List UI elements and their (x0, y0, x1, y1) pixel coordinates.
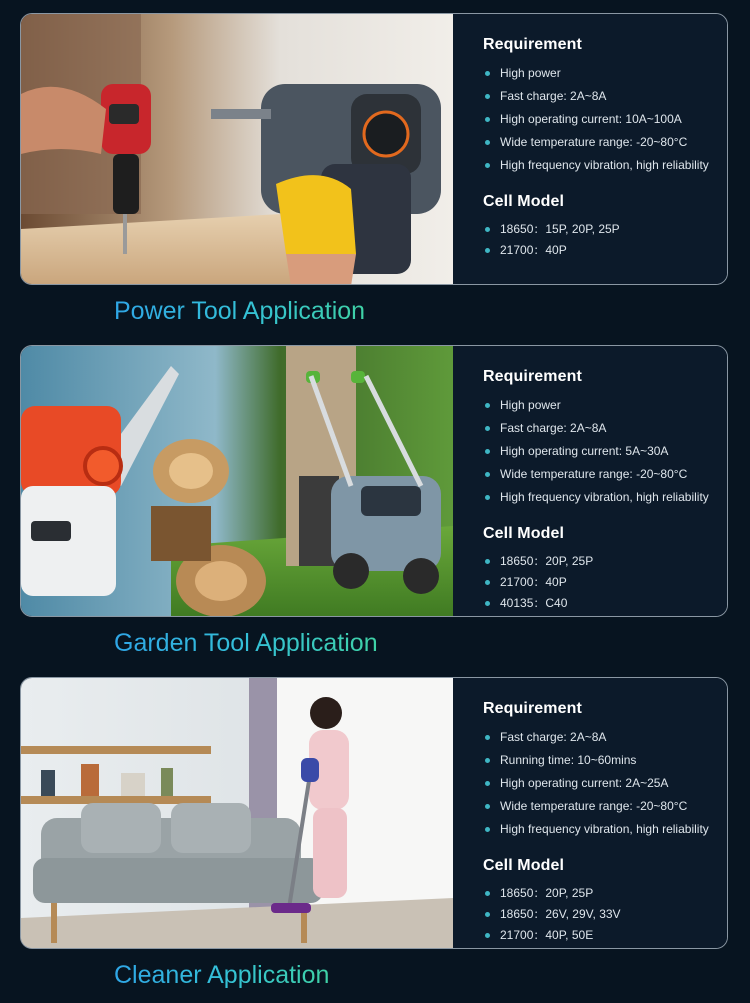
cleaner-info (453, 678, 728, 948)
requirement-item: High operating current: 5A~30A (483, 440, 728, 463)
power-tool-card (20, 13, 728, 285)
cell-model-list (483, 219, 728, 261)
requirement-item: Fast charge: 2A~8A (483, 417, 728, 440)
cleaner-card (20, 677, 728, 949)
cell-model-item: 21700：40P (483, 572, 728, 593)
requirement-item: Wide temperature range: -20~80°C (483, 463, 728, 486)
cell-model-item: 18650：20P, 25P (483, 551, 728, 572)
requirement-item: Running time: 10~60mins (483, 749, 728, 772)
cell-model-item: 18650：26V, 29V, 33V (483, 904, 728, 925)
cleaner-title: Cleaner Application (114, 961, 330, 989)
requirement-item: High operating current: 10A~100A (483, 108, 728, 131)
cell-model-heading: Cell Model (483, 525, 565, 542)
requirement-item: High frequency vibration, high reliability (483, 818, 728, 841)
cell-model-item: 18650：20P, 25P (483, 883, 728, 904)
requirement-item: High operating current: 2A~25A (483, 772, 728, 795)
cell-model-item: 18650：15P, 20P, 25P (483, 219, 728, 240)
power-tool-info (453, 14, 728, 284)
requirement-list (483, 62, 728, 177)
cleaner-photo (21, 678, 453, 948)
requirement-heading: Requirement (483, 700, 582, 717)
requirement-item: Fast charge: 2A~8A (483, 85, 728, 108)
requirement-item: Wide temperature range: -20~80°C (483, 131, 728, 154)
cell-model-list (483, 551, 728, 614)
cell-model-heading: Cell Model (483, 193, 565, 210)
requirement-heading: Requirement (483, 36, 582, 53)
requirement-heading: Requirement (483, 368, 582, 385)
requirement-item: High frequency vibration, high reliability (483, 486, 728, 509)
requirement-item: High frequency vibration, high reliability (483, 154, 728, 177)
cell-model-list (483, 883, 728, 946)
requirement-item: Wide temperature range: -20~80°C (483, 795, 728, 818)
requirement-item: High power (483, 394, 728, 417)
requirement-item: Fast charge: 2A~8A (483, 726, 728, 749)
cell-model-item: 21700：40P, 50E (483, 925, 728, 946)
garden-tool-info (453, 346, 728, 616)
requirement-list (483, 394, 728, 509)
power-tool-title: Power Tool Application (114, 297, 366, 325)
requirement-item: High power (483, 62, 728, 85)
cell-model-heading: Cell Model (483, 857, 565, 874)
garden-tool-title: Garden Tool Application (114, 629, 378, 657)
cell-model-item: 21700：40P (483, 240, 728, 261)
garden-tool-photo (21, 346, 453, 616)
cell-model-item: 40135：C40 (483, 593, 728, 614)
garden-tool-card (20, 345, 728, 617)
power-tool-photo (21, 14, 453, 284)
requirement-list (483, 726, 728, 841)
